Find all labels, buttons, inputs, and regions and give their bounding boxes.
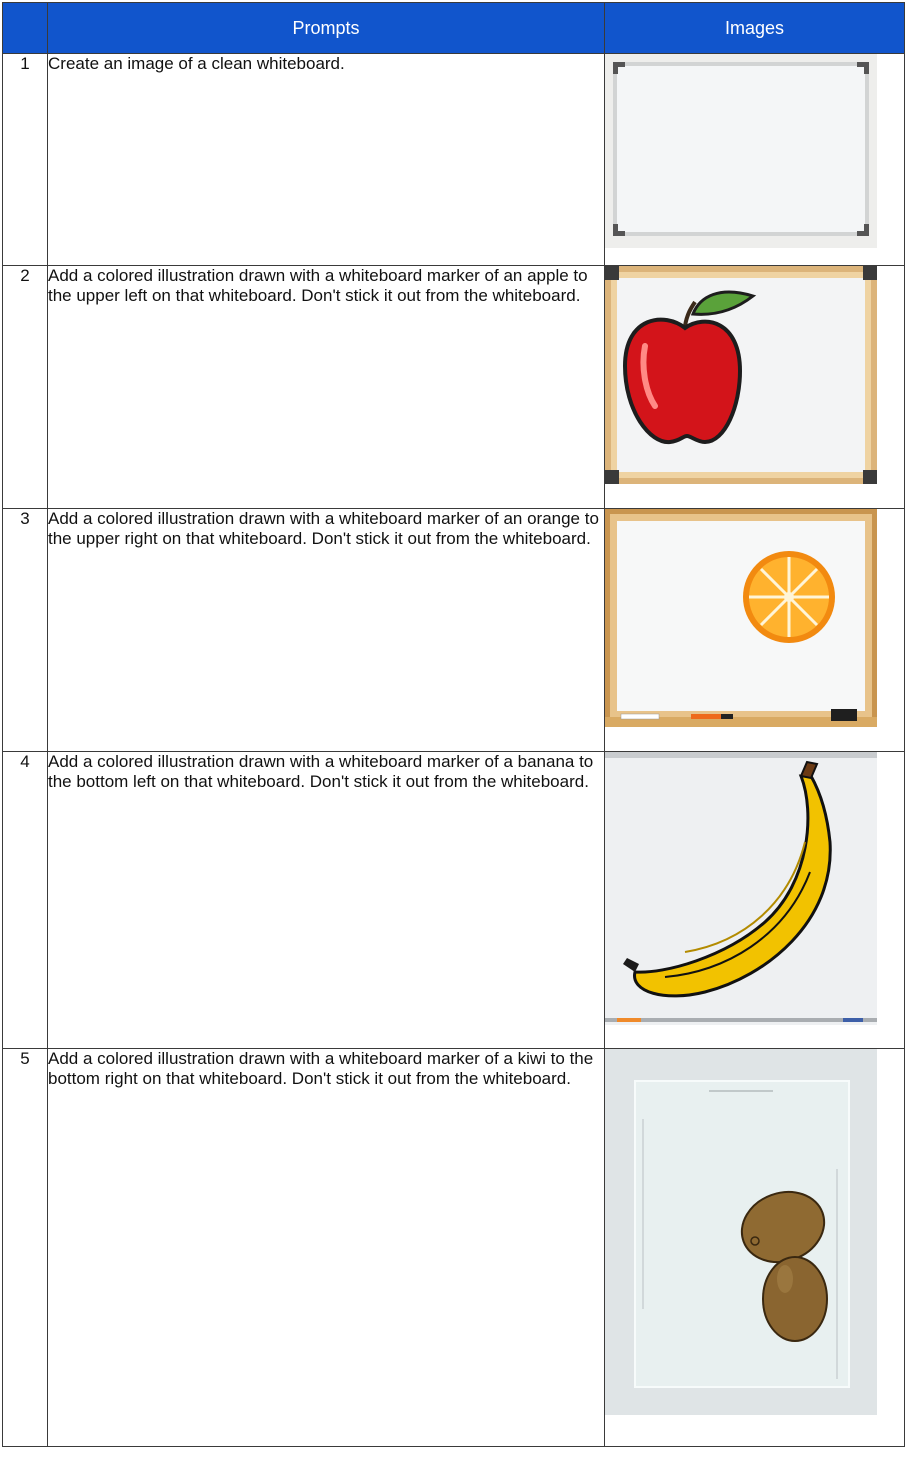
clean-whiteboard-image [605, 54, 877, 248]
row-index: 4 [3, 752, 48, 1049]
prompt-text: Add a colored illustration drawn with a whiteboard marker of a kiwi to the bottom right on that whiteboard. Don't stick it out from the whiteboard. [48, 1049, 605, 1447]
images-header: Images [605, 3, 905, 54]
header-row [3, 3, 905, 54]
row-index: 1 [3, 54, 48, 266]
prompt-text: Add a colored illustration drawn with a whiteboard marker of an orange to the upper right on that whiteboard. Don't stick it out from the whiteboard. [48, 509, 605, 752]
whiteboard-orange-image [605, 509, 877, 727]
row-index: 3 [3, 509, 48, 752]
table-row [3, 752, 905, 1049]
whiteboard-banana-image [605, 752, 877, 1025]
table-row [3, 54, 905, 266]
whiteboard-apple-image [605, 266, 877, 484]
row-index: 2 [3, 266, 48, 509]
row-index: 5 [3, 1049, 48, 1447]
prompt-image-table [2, 2, 905, 1447]
table-row [3, 509, 905, 752]
table-row [3, 1049, 905, 1447]
prompts-header: Prompts [48, 3, 605, 54]
prompt-text: Add a colored illustration drawn with a whiteboard marker of an apple to the upper left on that whiteboard. Don't stick it out from the whiteboard. [48, 266, 605, 509]
table-row [3, 266, 905, 509]
whiteboard-kiwi-image [605, 1049, 877, 1415]
index-header [3, 3, 48, 54]
prompt-text: Add a colored illustration drawn with a whiteboard marker of a banana to the bottom left on that whiteboard. Don't stick it out from the whiteboard. [48, 752, 605, 1049]
prompt-text: Create an image of a clean whiteboard. [48, 54, 605, 266]
